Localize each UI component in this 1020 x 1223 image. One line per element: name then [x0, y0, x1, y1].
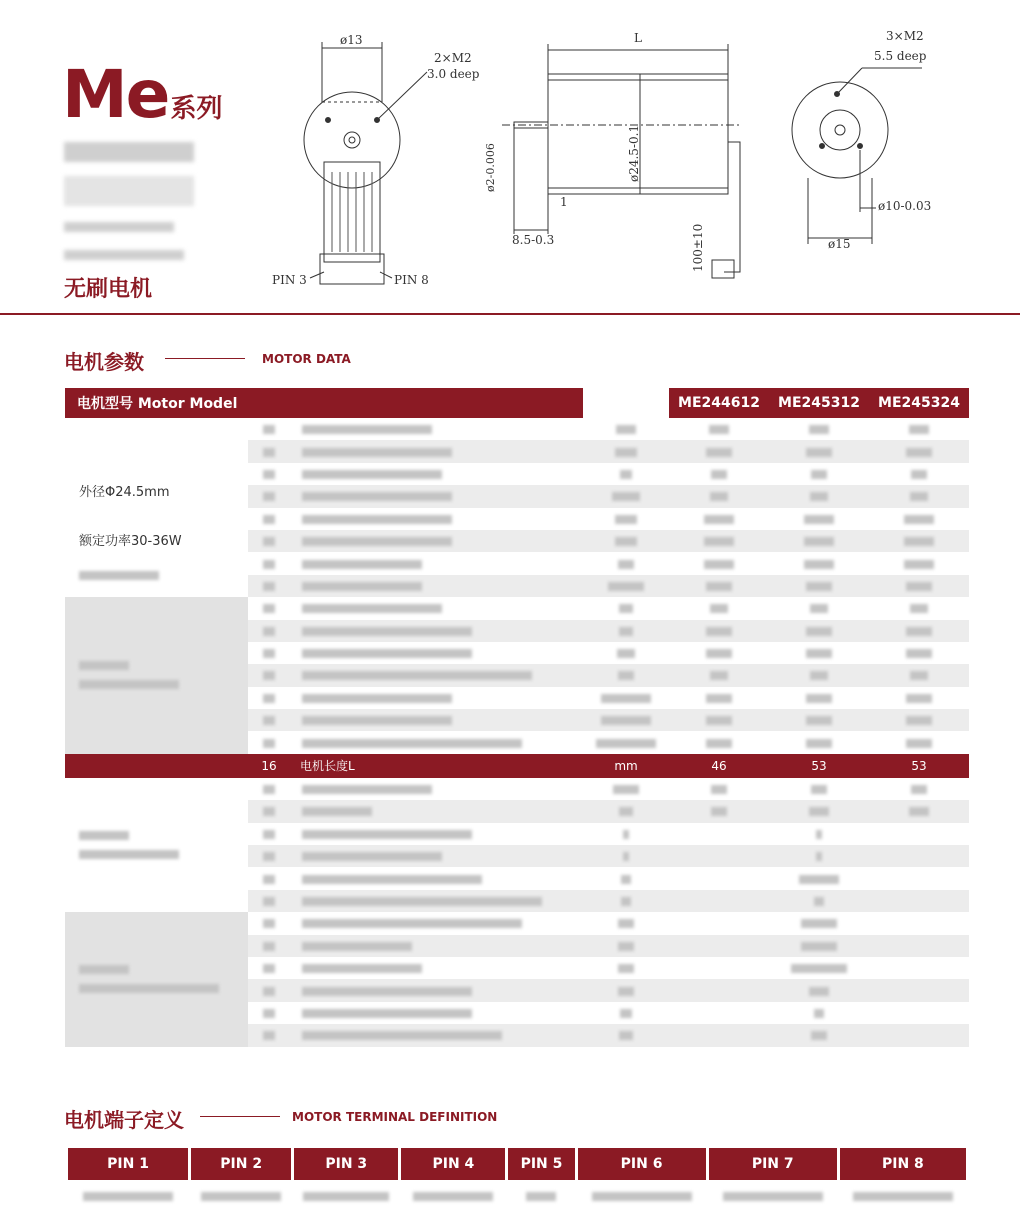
rear-pcd: ø15 [828, 237, 851, 251]
blurred-subtitle [64, 142, 194, 162]
table-header-row [65, 388, 969, 418]
table-row [65, 552, 969, 574]
pin-right-label: PIN 8 [394, 273, 429, 287]
spec-power: 额定功率30-36W [79, 534, 182, 550]
heading-rule [165, 358, 245, 359]
rear-boss: ø10-0.03 [878, 199, 932, 213]
table-row [65, 418, 969, 440]
table-row [65, 778, 969, 800]
lead-length: 100±10 [691, 223, 705, 272]
terminal-value-row [68, 1180, 966, 1210]
blurred-line [64, 250, 184, 260]
terminal-title-en: MOTOR TERMINAL DEFINITION [292, 1110, 498, 1124]
row-unit: mm [583, 754, 669, 778]
group-label [79, 481, 248, 549]
row-value-3: 53 [869, 754, 969, 778]
pin-6-header: PIN 6 [578, 1148, 706, 1180]
series-suffix: 系列 [170, 94, 223, 124]
section-divider [0, 313, 1020, 315]
pin-8-header: PIN 8 [840, 1148, 966, 1180]
motor-data-title-en: MOTOR DATA [262, 352, 351, 366]
shaft-length: 8.5-0.3 [512, 233, 555, 247]
spec-voltage: 外径Φ24.5mm [79, 485, 170, 501]
row-index: 16 [248, 754, 290, 778]
rear-holes: 3×M2 [886, 29, 924, 43]
row-value-1: 46 [669, 754, 769, 778]
tagline: 无刷电机 [64, 277, 153, 302]
pin-2-header: PIN 2 [191, 1148, 291, 1180]
series-title [62, 56, 223, 133]
motor-spec-table [65, 388, 969, 1047]
motor-model-label: 电机型号 Motor Model [65, 388, 583, 418]
terminal-title-cn: 电机端子定义 [64, 1108, 184, 1132]
flange-dim: 1 [560, 195, 568, 209]
model-col-1: ME244612 [669, 388, 769, 418]
series-name: Me [62, 56, 169, 133]
model-col-3: ME245324 [869, 388, 969, 418]
blurred-line [64, 222, 174, 232]
pin-1-header: PIN 1 [68, 1148, 188, 1180]
front-depth: 3.0 deep [427, 67, 480, 81]
rear-depth: 5.5 deep [874, 49, 927, 63]
pin-4-header: PIN 4 [401, 1148, 505, 1180]
motor-data-title-cn: 电机参数 [64, 350, 144, 374]
highlight-row [65, 754, 969, 778]
blurred-heading [64, 176, 194, 206]
model-col-2: ME245312 [769, 388, 869, 418]
pin-7-header: PIN 7 [709, 1148, 837, 1180]
pin-left-label: PIN 3 [272, 273, 307, 287]
body-diameter: ø24.5-0.1 [627, 124, 641, 182]
row-value-2: 53 [769, 754, 869, 778]
row-name: 电机长度L [290, 754, 583, 778]
motor-drawing [262, 22, 962, 312]
length-label: L [634, 31, 642, 45]
heading-rule [200, 1116, 280, 1117]
front-holes: 2×M2 [434, 51, 472, 65]
table-row [65, 912, 969, 934]
front-diameter: ø13 [340, 33, 363, 47]
terminal-header-row [68, 1148, 966, 1180]
pin-3-header: PIN 3 [294, 1148, 398, 1180]
pin-5-header: PIN 5 [508, 1148, 574, 1180]
terminal-table [65, 1148, 969, 1210]
shaft-diameter: ø2-0.006 [484, 143, 497, 192]
table-row [65, 597, 969, 619]
